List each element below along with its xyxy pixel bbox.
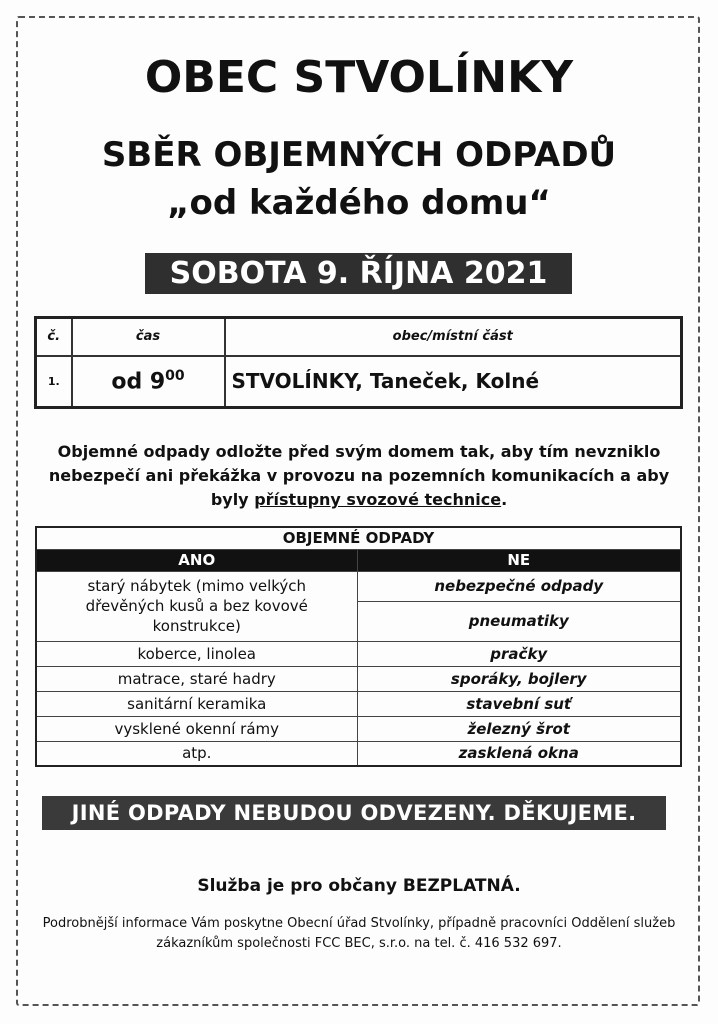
ano-item: sanitární keramika	[36, 691, 357, 716]
ne-item: sporáky, bojlery	[357, 666, 681, 691]
schedule-row-place: STVOLÍNKY, Taneček, Kolné	[225, 356, 682, 408]
schedule-header-num: č.	[36, 318, 72, 356]
time-hour: od 9	[111, 369, 166, 395]
contact-info: Podrobnější informace Vám poskytne Obecní úřad Stvolínky, případně pracovníci Oddělení služeb zákazníkům společnosti FCC BEC, s.r.o. na tel. č. 416 532 697.	[42, 916, 676, 951]
ano-item: atp.	[36, 741, 357, 766]
warning-banner: JINÉ ODPADY NEBUDOU ODVEZENY. DĚKUJEME.	[42, 796, 666, 830]
schedule-header-time: čas	[72, 318, 225, 356]
waste-row	[36, 741, 681, 766]
waste-row	[36, 691, 681, 716]
time-minutes: 00	[165, 368, 185, 385]
municipality-title: OBEC STVOLÍNKY	[144, 52, 574, 103]
ano-item: starý nábytek (mimo velkých dřevěných kusů a bez kovové konstrukce)	[36, 571, 357, 641]
ne-item: zasklená okna	[357, 741, 681, 766]
ano-item: vysklené okenní rámy	[36, 716, 357, 741]
schedule-header-place: obec/místní část	[225, 318, 682, 356]
waste-row	[36, 571, 681, 601]
ne-header: NE	[357, 549, 681, 571]
waste-row	[36, 641, 681, 666]
notice-text	[40, 440, 678, 512]
waste-title: OBJEMNÉ ODPADY	[36, 527, 681, 549]
schedule-table	[34, 316, 683, 409]
collection-tagline: „od každého domu“	[167, 183, 551, 223]
date-banner: SOBOTA 9. ŘÍJNA 2021	[145, 253, 572, 294]
waste-header-row	[36, 549, 681, 571]
ne-item: pneumatiky	[357, 601, 681, 641]
waste-table	[35, 526, 682, 767]
schedule-row	[36, 356, 682, 408]
waste-title-row	[36, 527, 681, 549]
notice-part1: Objemné odpady odložte před svým domem tak, aby tím nevzniklo nebezpečí ani překážka v provozu na pozemních komunikacích a aby byly	[48, 442, 670, 509]
ano-item: matrace, staré hadry	[36, 666, 357, 691]
schedule-header-row	[36, 318, 682, 356]
collection-title: SBĚR OBJEMNÝCH ODPADŮ	[101, 135, 617, 175]
schedule-row-time	[72, 356, 225, 408]
ano-header: ANO	[36, 549, 357, 571]
waste-row	[36, 666, 681, 691]
ano-item: koberce, linolea	[36, 641, 357, 666]
schedule-row-num: 1.	[36, 356, 72, 408]
ne-item: stavební suť	[357, 691, 681, 716]
ne-item: pračky	[357, 641, 681, 666]
ne-item: nebezpečné odpady	[357, 571, 681, 601]
notice-part2: .	[501, 490, 508, 509]
notice-underlined: přístupny svozové technice	[254, 490, 502, 509]
free-service-text: Služba je pro občany BEZPLATNÁ.	[197, 876, 521, 896]
ne-item: železný šrot	[357, 716, 681, 741]
waste-row	[36, 716, 681, 741]
